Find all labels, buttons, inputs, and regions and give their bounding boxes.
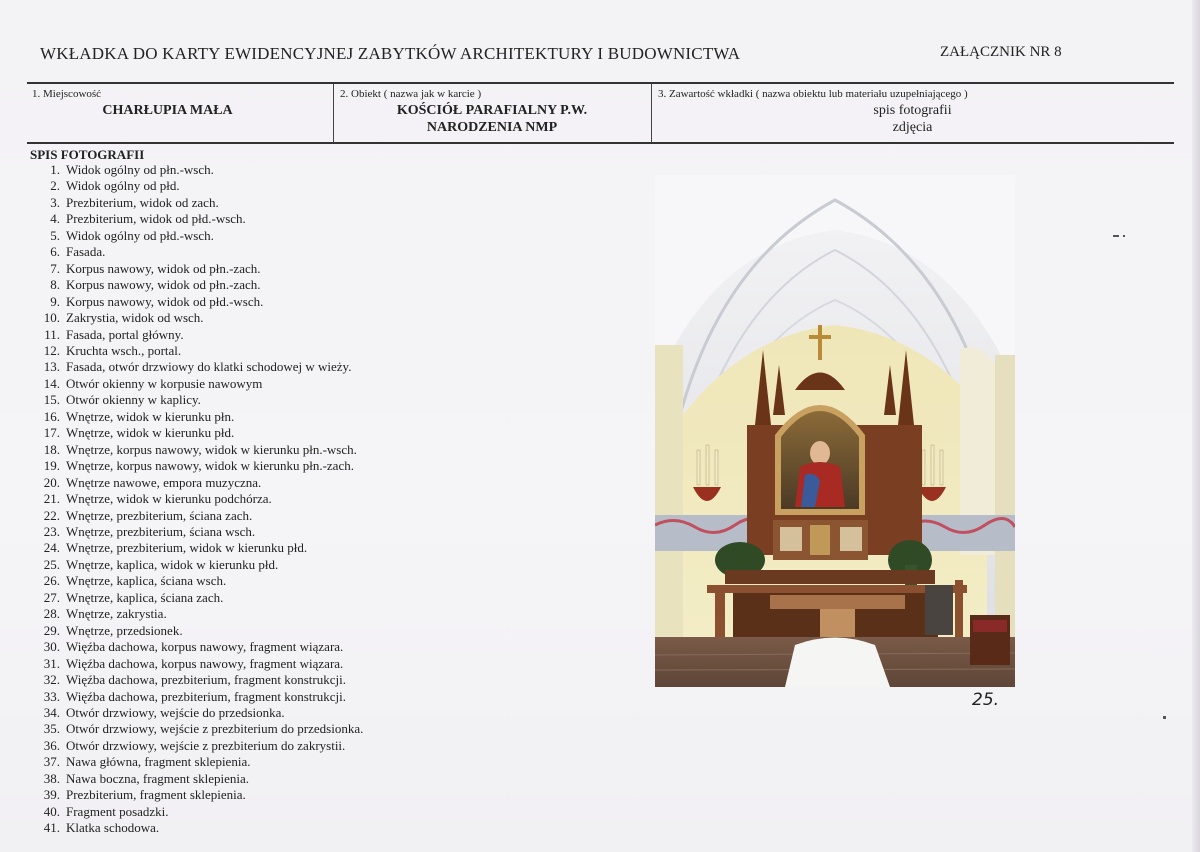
photo-list-text: Wnętrze, prezbiterium, ściana zach. xyxy=(66,507,253,523)
photo-list-text: Wnętrze, korpus nawowy, widok w kierunku płn.-zach. xyxy=(66,458,354,474)
photo-list-item xyxy=(30,442,363,458)
photo-list-text: Więźba dachowa, korpus nawowy, fragment wiązara. xyxy=(66,639,344,655)
photo-list-number: 2. xyxy=(50,178,60,194)
photo-list-item xyxy=(30,540,363,556)
locality-value: CHARŁUPIA MAŁA xyxy=(102,103,233,118)
photo-list-item xyxy=(30,162,363,178)
photo-list-text: Korpus nawowy, widok od płn.-zach. xyxy=(66,277,261,293)
photo-list-text: Prezbiterium, widok od zach. xyxy=(66,194,219,210)
photo-list-number: 34. xyxy=(43,704,60,720)
photo-list-number: 29. xyxy=(43,622,60,638)
photo-list-number: 41. xyxy=(43,820,60,836)
photo-list-text: Wnętrze, kaplica, ściana wsch. xyxy=(66,573,227,589)
photo-list-text: Wnętrze, widok w kierunku płd. xyxy=(66,425,235,441)
handwritten-photo-number: 25. xyxy=(972,690,1000,710)
photo-list-item xyxy=(30,261,363,277)
photo-list-item xyxy=(30,376,363,392)
photo-list-text: Otwór drzwiowy, wejście z prezbiterium do zakrystii. xyxy=(66,737,346,753)
photo-list-number: 15. xyxy=(43,392,60,408)
photo-list-item xyxy=(30,820,363,836)
object-value-line1: KOŚCIÓŁ PARAFIALNY P.W. xyxy=(396,103,588,118)
photo-list-text: Otwór okienny w korpusie nawowym xyxy=(66,375,263,391)
photo-list-text: Korpus nawowy, widok od płn.-zach. xyxy=(66,260,261,276)
photo-list-text: Wnętrze nawowe, empora muzyczna. xyxy=(66,474,262,490)
photo-list-number: 11. xyxy=(44,326,60,342)
photo-list-text: Fragment posadzki. xyxy=(66,803,169,819)
photo-list-text: Zakrystia, widok od wsch. xyxy=(66,310,204,326)
photo-list-number: 17. xyxy=(43,425,60,441)
photo-list-number: 20. xyxy=(43,474,60,490)
photo-list-number: 25. xyxy=(43,556,60,572)
object-value-line2: NARODZENIA NMP xyxy=(426,120,558,135)
photo-list-number: 21. xyxy=(43,491,60,507)
photo-list-item xyxy=(30,294,363,310)
photo-list-number: 28. xyxy=(43,606,60,622)
photo-list-number: 18. xyxy=(43,441,60,457)
photo-list-number: 8. xyxy=(50,277,60,293)
photo-list-item xyxy=(30,705,363,721)
photo-list-number: 32. xyxy=(43,672,60,688)
scan-speck xyxy=(1113,235,1119,237)
photo-list-item xyxy=(30,458,363,474)
photo-list-number: 16. xyxy=(43,408,60,424)
photo-list-item xyxy=(30,508,363,524)
photo-list-text: Widok ogólny od płd.-wsch. xyxy=(66,227,214,243)
photo-list-item xyxy=(30,244,363,260)
photo-list-number: 5. xyxy=(50,227,60,243)
photo-list-item xyxy=(30,804,363,820)
contents-label: 3. Zawartość wkładki ( nazwa obiektu lub materiału uzupełniającego ) xyxy=(658,88,968,100)
photo-list-number: 12. xyxy=(43,342,60,358)
photo-list-number: 24. xyxy=(43,540,60,556)
photo-list-number: 7. xyxy=(50,260,60,276)
document-title: WKŁADKA DO KARTY EWIDENCYJNEJ ZABYTKÓW ARCHITEKTURY I BUDOWNICTWA xyxy=(40,44,741,63)
photo-list-item xyxy=(30,409,363,425)
photo-list-item xyxy=(30,277,363,293)
photo-list-item xyxy=(30,771,363,787)
photo-list-number: 36. xyxy=(43,737,60,753)
photo-list-item xyxy=(30,343,363,359)
photo-list-item xyxy=(30,606,363,622)
photo-list-number: 27. xyxy=(43,589,60,605)
photo-list-item xyxy=(30,590,363,606)
photo-list-item xyxy=(30,228,363,244)
photo-list-text: Wnętrze, zakrystia. xyxy=(66,606,167,622)
photo-list-item xyxy=(30,689,363,705)
photo-list-text: Wnętrze, przedsionek. xyxy=(66,622,183,638)
photo-list-text: Fasada, otwór drzwiowy do klatki schodowej w wieży. xyxy=(66,359,352,375)
photo-list-text: Kruchta wsch., portal. xyxy=(66,342,182,358)
photo-list-item xyxy=(30,475,363,491)
photo-list-item xyxy=(30,425,363,441)
photo-list-number: 10. xyxy=(43,310,60,326)
photo-list-item xyxy=(30,178,363,194)
photo-list-item xyxy=(30,639,363,655)
photo-list-text: Fasada. xyxy=(66,244,106,260)
header-rule-top xyxy=(27,82,1174,84)
photo-list-text: Widok ogólny od płd. xyxy=(66,178,180,194)
photo-list xyxy=(30,162,363,837)
photo-list-number: 6. xyxy=(50,244,60,260)
photo-list-item xyxy=(30,557,363,573)
photo-list-number: 39. xyxy=(43,787,60,803)
photo-list-item xyxy=(30,672,363,688)
annex-number: ZAŁĄCZNIK NR 8 xyxy=(940,44,1062,60)
photo-list-title: SPIS FOTOGRAFII xyxy=(30,147,145,162)
photo-list-number: 1. xyxy=(50,162,60,177)
photo-list-text: Wnętrze, kaplica, ściana zach. xyxy=(66,589,224,605)
photo-list-item xyxy=(30,195,363,211)
photo-list-number: 30. xyxy=(43,639,60,655)
scan-speck xyxy=(1123,235,1125,237)
photo-list-text: Otwór drzwiowy, wejście z prezbiterium do przedsionka. xyxy=(66,721,364,737)
photo-list-item xyxy=(30,327,363,343)
field-divider-1 xyxy=(333,84,334,142)
photo-list-text: Wnętrze, prezbiterium, ściana wsch. xyxy=(66,523,256,539)
photo-list-text: Więźba dachowa, korpus nawowy, fragment wiązara. xyxy=(66,655,344,671)
photo-list-text: Nawa główna, fragment sklepienia. xyxy=(66,754,251,770)
photo-list-text: Widok ogólny od płn.-wsch. xyxy=(66,162,214,177)
photo-list-text: Nawa boczna, fragment sklepienia. xyxy=(66,770,250,786)
contents-value-line2: zdjęcia xyxy=(892,120,933,135)
header-rule-bottom xyxy=(27,142,1174,144)
photo-list-item xyxy=(30,573,363,589)
photo-list-item xyxy=(30,392,363,408)
photo-list-text: Wnętrze, widok w kierunku podchórza. xyxy=(66,491,272,507)
photo-list-text: Otwór drzwiowy, wejście do przedsionka. xyxy=(66,704,285,720)
photo-list-text: Wnętrze, widok w kierunku płn. xyxy=(66,408,235,424)
photo-list-item xyxy=(30,491,363,507)
locality-label: 1. Miejscowość xyxy=(32,88,102,100)
photo-list-number: 19. xyxy=(43,458,60,474)
photo-list-number: 23. xyxy=(43,523,60,539)
photo-list-text: Więźba dachowa, prezbiterium, fragment konstrukcji. xyxy=(66,672,346,688)
photo-list-number: 35. xyxy=(43,721,60,737)
photo-list-item xyxy=(30,524,363,540)
photo-list-number: 14. xyxy=(43,375,60,391)
photo-list-text: Otwór okienny w kaplicy. xyxy=(66,392,201,408)
contents-value-line1: spis fotografii xyxy=(873,103,952,118)
photo-list-item xyxy=(30,721,363,737)
photo-list-number: 3. xyxy=(50,194,60,210)
altar-photo xyxy=(655,175,1015,687)
photo-list-item xyxy=(30,738,363,754)
photo-list-text: Prezbiterium, widok od płd.-wsch. xyxy=(66,211,246,227)
photo-list-item xyxy=(30,623,363,639)
photo-list-item xyxy=(30,754,363,770)
photo-list-text: Wnętrze, kaplica, widok w kierunku płd. xyxy=(66,556,279,572)
photo-list-number: 9. xyxy=(50,293,60,309)
photo-list-text: Fasada, portal główny. xyxy=(66,326,184,342)
photo-list-text: Więźba dachowa, prezbiterium, fragment konstrukcji. xyxy=(66,688,346,704)
photo-list-item xyxy=(30,211,363,227)
photo-list-item xyxy=(30,310,363,326)
photo-list-item xyxy=(30,787,363,803)
photo-list-number: 4. xyxy=(50,211,60,227)
photo-list-number: 40. xyxy=(43,803,60,819)
object-label: 2. Obiekt ( nazwa jak w karcie ) xyxy=(340,88,482,100)
photo-list-number: 22. xyxy=(43,507,60,523)
photo-list-text: Korpus nawowy, widok od płd.-wsch. xyxy=(66,293,264,309)
photo-list-number: 38. xyxy=(43,770,60,786)
photo-list-number: 37. xyxy=(43,754,60,770)
photo-list-item xyxy=(30,359,363,375)
scan-speck xyxy=(1163,716,1166,719)
photo-list-number: 33. xyxy=(43,688,60,704)
photo-list-number: 26. xyxy=(43,573,60,589)
photo-list-text: Klatka schodowa. xyxy=(66,820,160,836)
page-edge xyxy=(1192,0,1200,852)
photo-list-text: Wnętrze, korpus nawowy, widok w kierunku płn.-wsch. xyxy=(66,441,357,457)
photo-list-text: Prezbiterium, fragment sklepienia. xyxy=(66,787,246,803)
field-divider-2 xyxy=(651,84,652,142)
photo-list-item xyxy=(30,656,363,672)
photo-list-number: 31. xyxy=(43,655,60,671)
photo-list-number: 13. xyxy=(43,359,60,375)
photo-list-text: Wnętrze, prezbiterium, widok w kierunku płd. xyxy=(66,540,308,556)
